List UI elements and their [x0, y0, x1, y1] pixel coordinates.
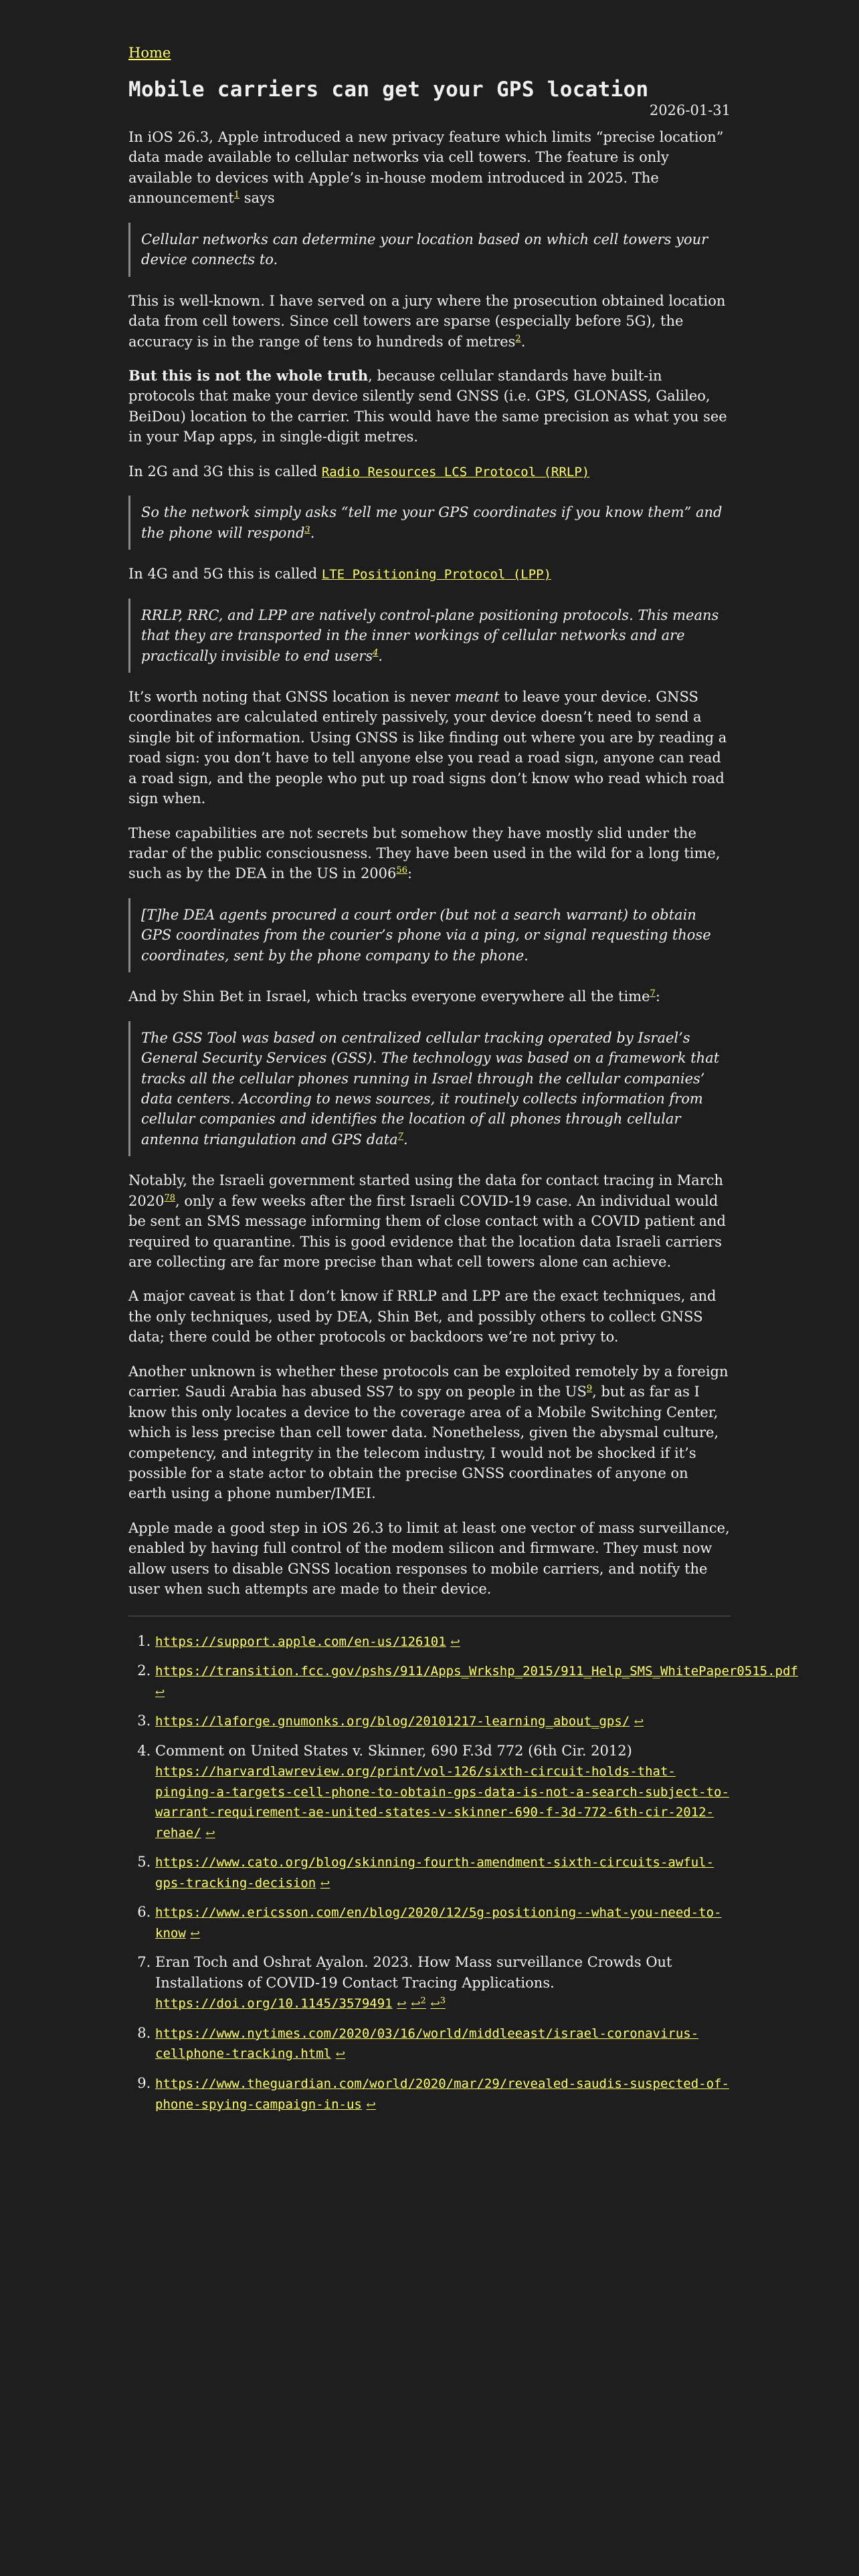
footnote-ref-4[interactable]: 4: [373, 647, 379, 658]
paragraph: [128, 366, 731, 447]
quote-fragment: .: [310, 524, 315, 541]
page-title: Mobile carriers can get your GPS location: [128, 78, 649, 102]
footnote-item: [155, 1741, 731, 1843]
footnote-ref-1[interactable]: 1: [233, 190, 240, 201]
paragraph-text: These capabilities are not secrets but somehow they have mostly slid under the radar of the public consciousness. They have been used in the wild for a long time, such as by the DEA in the US in 2006: [128, 825, 721, 882]
footnote-ref-7[interactable]: 7: [164, 1192, 170, 1203]
bold-text: But this is not the whole truth: [128, 366, 369, 384]
footnotes-list: [128, 1631, 798, 2115]
footnote-ref-5[interactable]: 5: [396, 865, 402, 876]
post-date: 2026-01-31: [649, 102, 731, 118]
paragraph-text: In iOS 26.3, Apple introduced a new privacy feature which limits “precise location” data made available to cellular networks via cell towers. The feature is only available to devices with Apple’s in-house modem introduced in 2025. The announcement: [128, 129, 724, 207]
home-link[interactable]: Home: [128, 45, 171, 61]
back-arrow-icon[interactable]: ↩: [634, 1715, 644, 1729]
footnote-item: [155, 2073, 731, 2114]
quote-text: [141, 1028, 731, 1150]
paragraph: [128, 1362, 731, 1504]
paragraph-text: to leave your device. GNSS coordinates are calculated entirely passively, your device doesn’t need to send a single bit of information. Using GNSS is like finding out where you are by reading a road sign: you don’t have to tell anyone else you read a road sign, anyone can read a road sign, and the people who put up road signs don’t know who read which road sign when.: [128, 688, 727, 807]
quote-text: [141, 502, 731, 543]
quote-text: [T]he DEA agents procured a court order (but not a search warrant) to obtain GPS coordinates from the courier’s phone via a ping, or signal requesting those coordinates, sent by the phone company to the phone.: [141, 906, 711, 964]
back-ref-number: 3: [440, 1996, 446, 2006]
quote-text: [141, 605, 731, 666]
quote-fragment: .: [378, 647, 383, 664]
paragraph-text: In 4G and 5G this is called: [128, 566, 322, 582]
footnote-link[interactable]: https://www.cato.org/blog/skinning-fourth-amendment-sixth-circuits-awful-gps-tracking-decision: [155, 1855, 714, 1891]
quote-block: [128, 223, 731, 277]
footnote-link[interactable]: https://laforge.gnumonks.org/blog/20101217-learning_about_gps/: [155, 1714, 630, 1729]
footnote-ref-6[interactable]: 6: [401, 865, 407, 876]
emphasis-text: meant: [454, 688, 500, 705]
paragraph: [128, 687, 731, 809]
paragraph-text: says: [240, 190, 275, 207]
paragraph-text: .: [520, 333, 526, 350]
paragraph: [128, 127, 731, 209]
paragraph: [128, 823, 731, 884]
footnote-text: Eran Toch and Oshrat Ayalon. 2023. How Mass surveillance Crowds Out Installations of COVID-19 Contact Tracing Applications.: [155, 1954, 672, 1991]
quote-text: Cellular networks can determine your location based on which cell towers your device connects to.: [141, 231, 708, 268]
quote-fragment: The GSS Tool was based on centralized cellular tracking operated by Israel’s General Security Services (GSS). The technology was based on a framework that tracks all the cellular phones running in Israel through the cellular companies’ data centers. According to news sources, it routinely collects information from cellular companies and identifies the location of all phones through cellular antenna triangulation and GPS data: [141, 1029, 720, 1148]
back-arrow-icon[interactable]: ↩: [190, 1927, 200, 1941]
back-arrow-icon[interactable]: ↩: [205, 1826, 215, 1840]
back-arrow-glyph: ↩: [430, 1998, 440, 2012]
back-arrow-icon[interactable]: [411, 1998, 426, 2011]
back-arrow-icon[interactable]: ↩: [450, 1635, 460, 1649]
back-arrow-glyph: ↩: [411, 1998, 421, 2012]
quote-fragment: .: [403, 1131, 408, 1148]
quote-block: [128, 1021, 731, 1157]
rrlp-link[interactable]: Radio Resources LCS Protocol (RRLP): [321, 464, 590, 479]
footnote-link[interactable]: https://support.apple.com/en-us/126101: [155, 1634, 446, 1649]
paragraph: [128, 291, 731, 352]
footnote-item: [155, 1711, 731, 1731]
paragraph: Apple made a good step in iOS 26.3 to limit at least one vector of mass surveillance, enabled by having full control of the modem silicon and firmware. They must now allow users to disable GNSS location responses to mobile carriers, and notify the user when such attempts are made to their device.: [128, 1519, 730, 1598]
back-arrow-icon[interactable]: [430, 1998, 446, 2011]
paragraph: A major caveat is that I don’t know if RRLP and LPP are the exact techniques, and the only techniques, used by DEA, Shin Bet, and possibly others to collect GNSS data; there could be other protocols or backdoors we’re not privy to.: [128, 1288, 717, 1346]
paragraph-text: And by Shin Bet in Israel, which tracks everyone everywhere all the time: [128, 988, 650, 1005]
paragraph-text: Notably, the Israeli government started using the data for contact tracing in March 2020: [128, 1172, 724, 1209]
footnote-link[interactable]: https://harvardlawreview.org/print/vol-126/sixth-circuit-holds-that-pinging-a-targets-cell-phone-to-obtain-gps-data-is-not-a-search-subject-to-warrant-requirement-ae-united-states-v-skinner-690-f-3d-772-6th-cir-2012-rehae/: [155, 1764, 729, 1840]
paragraph-text: , only a few weeks after the first Israeli COVID-19 case. An individual would be sent an SMS message informing them of close contact with a COVID patient and required to quarantine. This is good evidence that the location data Israeli carriers are collecting are far more precise than what cell towers alone can achieve.: [128, 1192, 726, 1271]
paragraph-text: , but as far as I know this only locates a device to the coverage area of a Mobile Switching Center, which is less precise than cell tower data. Nonetheless, given the abysmal culture, competency, and integrity in the telecom industry, I would not be shocked if it’s possible for a state actor to obtain the precise GNSS coordinates of anyone on earth using a phone number/IMEI.: [128, 1384, 719, 1502]
footnote-ref-9[interactable]: 9: [586, 1384, 593, 1394]
footnote-link[interactable]: https://www.ericsson.com/en/blog/2020/12/5g-positioning--what-you-need-to-know: [155, 1905, 722, 1941]
paragraph-text: , because cellular standards have built-in protocols that make your device silently send GNSS (i.e. GPS, GLONASS, Galileo, BeiDou) location to the carrier. This would have the same precision as what you see in your Map apps, in single-digit metres.: [128, 367, 727, 445]
paragraph: [128, 986, 731, 1006]
footnote-link[interactable]: https://transition.fcc.gov/pshs/911/Apps_Wrkshp_2015/911_Help_SMS_WhitePaper0515.pdf: [155, 1664, 798, 1679]
article-body: [128, 127, 798, 2123]
footnote-item: [155, 2023, 731, 2064]
footnote-ref-7[interactable]: 7: [650, 988, 656, 999]
footnote-ref-2[interactable]: 2: [515, 333, 521, 344]
quote-block: [128, 496, 731, 550]
footnote-link[interactable]: https://www.theguardian.com/world/2020/mar/29/revealed-saudis-suspected-of-phone-spying-campaign-in-us: [155, 2076, 729, 2112]
footnote-item: [155, 1631, 731, 1652]
paragraph: [128, 461, 731, 482]
footnote-ref-7[interactable]: 7: [397, 1131, 403, 1142]
back-arrow-icon[interactable]: ↩: [366, 2098, 376, 2112]
quote-block: [128, 599, 731, 673]
lpp-link[interactable]: LTE Positioning Protocol (LPP): [321, 567, 552, 582]
footnote-text: Comment on United States v. Skinner, 690 F.3d 772 (6th Cir. 2012): [155, 1742, 632, 1759]
footnote-item: [155, 1902, 731, 1943]
paragraph-text: It’s worth noting that GNSS location is never: [128, 688, 455, 705]
paragraph: [128, 564, 731, 584]
paragraph-text: In 2G and 3G this is called: [128, 463, 322, 479]
quote-fragment: RRLP, RRC, and LPP are natively control-plane positioning protocols. This means that they are transported in the inner workings of cellular networks and are practically invisible to end users: [141, 607, 719, 664]
paragraph-text: :: [407, 865, 413, 882]
footnote-item: [155, 1852, 731, 1893]
back-ref-number: 2: [420, 1996, 426, 2006]
back-arrow-icon[interactable]: ↩: [320, 1876, 330, 1891]
paragraph-text: This is well-known. I have served on a jury where the prosecution obtained location data from cell towers. Since cell towers are sparse (especially before 5G), the accuracy is in the range of tens to hundreds of metres: [128, 292, 726, 350]
paragraph-text: Another unknown is whether these protocols can be exploited remotely by a foreign carrier. Saudi Arabia has abused SS7 to spy on people in the US: [128, 1363, 729, 1400]
footnote-ref-3[interactable]: 3: [304, 524, 310, 535]
back-arrow-icon[interactable]: ↩: [335, 2048, 346, 2062]
quote-fragment: So the network simply asks “tell me your GPS coordinates if you know them” and the phone will respond: [141, 504, 723, 541]
footnote-link[interactable]: https://www.nytimes.com/2020/03/16/world/middleeast/israel-coronavirus-cellphone-tracking.html: [155, 2026, 699, 2062]
back-arrow-icon[interactable]: ↩: [397, 1998, 407, 2012]
paragraph: [128, 1170, 731, 1272]
footnote-link[interactable]: https://doi.org/10.1145/3579491: [155, 1996, 393, 2012]
paragraph-text: :: [655, 988, 660, 1005]
footnote-item: [155, 1952, 731, 2013]
footnote-item: [155, 1660, 798, 1701]
footnote-ref-8[interactable]: 8: [169, 1192, 176, 1203]
quote-block: [128, 898, 731, 972]
back-arrow-icon[interactable]: ↩: [155, 1685, 165, 1699]
